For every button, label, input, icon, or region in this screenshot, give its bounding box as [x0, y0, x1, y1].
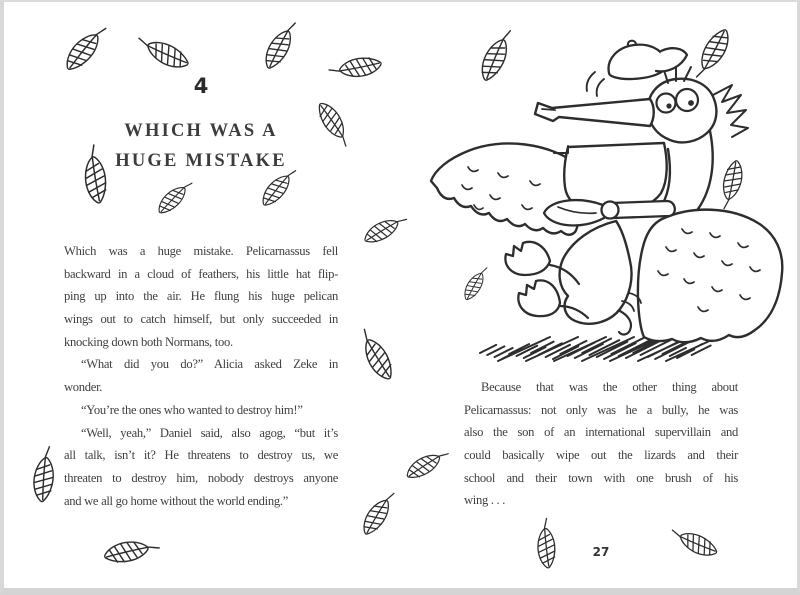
text-line: could basically wipe out the lizards and their	[464, 448, 738, 463]
text-line: school and their town with one brush of his	[464, 470, 738, 485]
feather-icon	[257, 15, 305, 76]
pelican-body	[505, 221, 641, 334]
pelican-pupil	[666, 103, 671, 108]
feather-icon	[351, 323, 403, 387]
feather-icon	[533, 517, 561, 572]
feather-icon	[400, 442, 454, 487]
text-line: also the son of an international supervillain and	[464, 425, 738, 440]
text-line: ping up into the air. He flung his huge pelican	[64, 289, 338, 304]
feather-icon	[29, 445, 61, 506]
left-page-text	[64, 240, 338, 512]
text-line: backward in a cloud of feathers, his little hat flip-	[64, 266, 338, 281]
chapter-title-line1: WHICH WAS A	[124, 121, 278, 141]
text-line: Because that was the other thing about	[481, 380, 738, 394]
feather-icon	[132, 27, 197, 76]
feather-icon	[57, 18, 115, 80]
feather-icon	[99, 533, 162, 571]
pelican-foot	[505, 242, 550, 275]
pelican-head-scruff	[713, 85, 748, 137]
pelican-beak	[535, 99, 654, 126]
pelican-eye	[657, 94, 676, 113]
feather-icon	[326, 50, 385, 85]
text-line: knocking down both Normans, too.	[64, 334, 233, 349]
pelican-knot	[602, 202, 619, 219]
text-line: and we all go home without the world ending.”	[64, 493, 288, 508]
text-line: “You’re the ones who wanted to destroy him!”	[81, 402, 303, 417]
feather-icon	[355, 485, 403, 542]
feather-icon	[358, 208, 412, 252]
pelican-foot	[518, 280, 560, 316]
text-line: Pelicarnassus: not only was he a bully, he was	[464, 402, 738, 417]
text-line: threaten to destroy him, nobody destroys anyone	[64, 470, 338, 485]
text-line: wings out to catch himself, but only succeeded in	[64, 312, 338, 327]
text-line: all talk, isn’t it? He threatens to destroy us, we	[64, 448, 338, 463]
page-number: 27	[592, 545, 610, 559]
pelican-eye	[676, 89, 698, 111]
text-line: wonder.	[64, 380, 103, 395]
right-page-text	[464, 376, 738, 512]
chapter-number: 4	[193, 74, 209, 98]
chapter-title-line2: HUGE MISTAKE	[115, 151, 287, 171]
text-line: wing . . .	[464, 493, 506, 508]
text-line: “Well, yeah,” Daniel said, also agog, “but it’s	[81, 425, 338, 440]
text-line: “What did you do?” Alicia asked Zeke in	[81, 357, 338, 372]
pelican-pupil	[688, 100, 694, 106]
pelican-right-wing	[638, 210, 782, 343]
text-line: Which was a huge mistake. Pelicarnassus fell	[64, 244, 338, 258]
feather-icon	[151, 174, 199, 222]
